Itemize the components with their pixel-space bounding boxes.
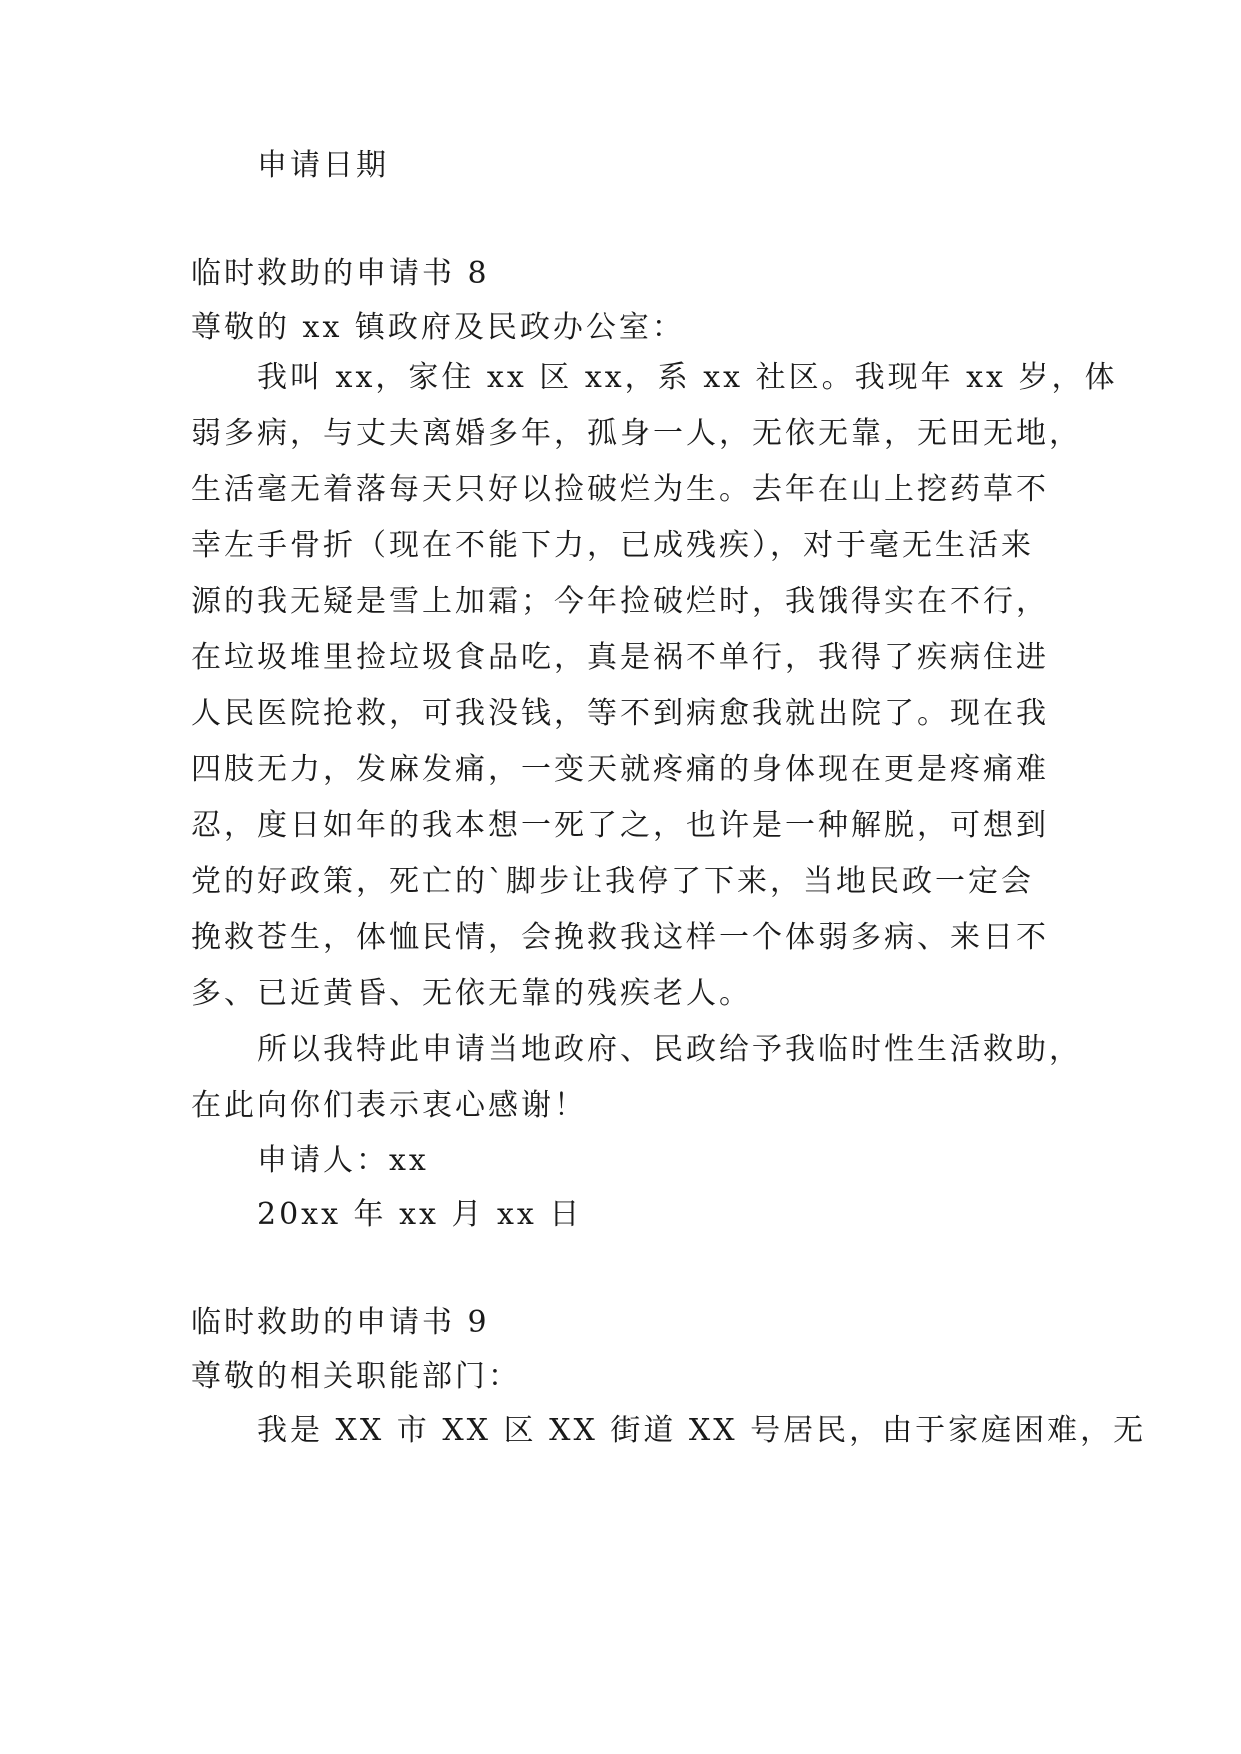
paragraph-line: 源的我无疑是雪上加霜；今年捡破烂时，我饿得实在不行， <box>191 584 1049 619</box>
paragraph-line: 多、已近黄昏、无依无靠的残疾老人。 <box>191 976 752 1011</box>
letter8-paragraph-2 <box>191 1030 1082 1142</box>
paragraph-line: 幸左手骨折（现在不能下力，已成残疾），对于毫无生活来 <box>191 528 1034 563</box>
paragraph-line: 我叫 xx，家住 xx 区 xx，系 xx 社区。我现年 xx 岁，体 <box>257 360 1118 395</box>
letter9-paragraph-1-line: 我是 XX 市 XX 区 XX 街道 XX 号居民，由于家庭困难，无 <box>257 1413 1147 1448</box>
paragraph-line: 生活毫无着落每天只好以捡破烂为生。去年在山上挖药草不 <box>191 472 1049 507</box>
paragraph-line: 四肢无力，发麻发痛，一变天就疼痛的身体现在更是疼痛难 <box>191 752 1049 787</box>
paragraph-line: 挽救苍生，体恤民情，会挽救我这样一个体弱多病、来日不 <box>191 920 1049 955</box>
letter8-title: 临时救助的申请书 8 <box>191 256 490 291</box>
paragraph-line: 人民医院抢救，可我没钱，等不到病愈我就出院了。现在我 <box>191 696 1049 731</box>
paragraph-line: 所以我特此申请当地政府、民政给予我临时性生活救助， <box>257 1032 1082 1067</box>
letter9-title: 临时救助的申请书 9 <box>191 1305 490 1340</box>
paragraph-line: 党的好政策，死亡的`脚步让我停了下来，当地民政一定会 <box>191 864 1034 899</box>
letter9-salutation: 尊敬的相关职能部门： <box>191 1359 521 1394</box>
letter8-date: 20xx 年 xx 月 xx 日 <box>257 1197 583 1232</box>
paragraph-line: 弱多病，与丈夫离婚多年，孤身一人，无依无靠，无田无地， <box>191 416 1082 451</box>
paragraph-line: 忍，度日如年的我本想一死了之，也许是一种解脱，可想到 <box>191 808 1049 843</box>
paragraph-line: 在此向你们表示衷心感谢！ <box>191 1088 587 1123</box>
letter8-applicant: 申请人：xx <box>257 1143 429 1178</box>
letter8-salutation: 尊敬的 xx 镇政府及民政办公室： <box>191 310 685 345</box>
date-label: 申请日期 <box>257 148 389 183</box>
paragraph-line: 在垃圾堆里捡垃圾食品吃，真是祸不单行，我得了疾病住进 <box>191 640 1049 675</box>
letter8-paragraph-1 <box>191 358 1118 1030</box>
